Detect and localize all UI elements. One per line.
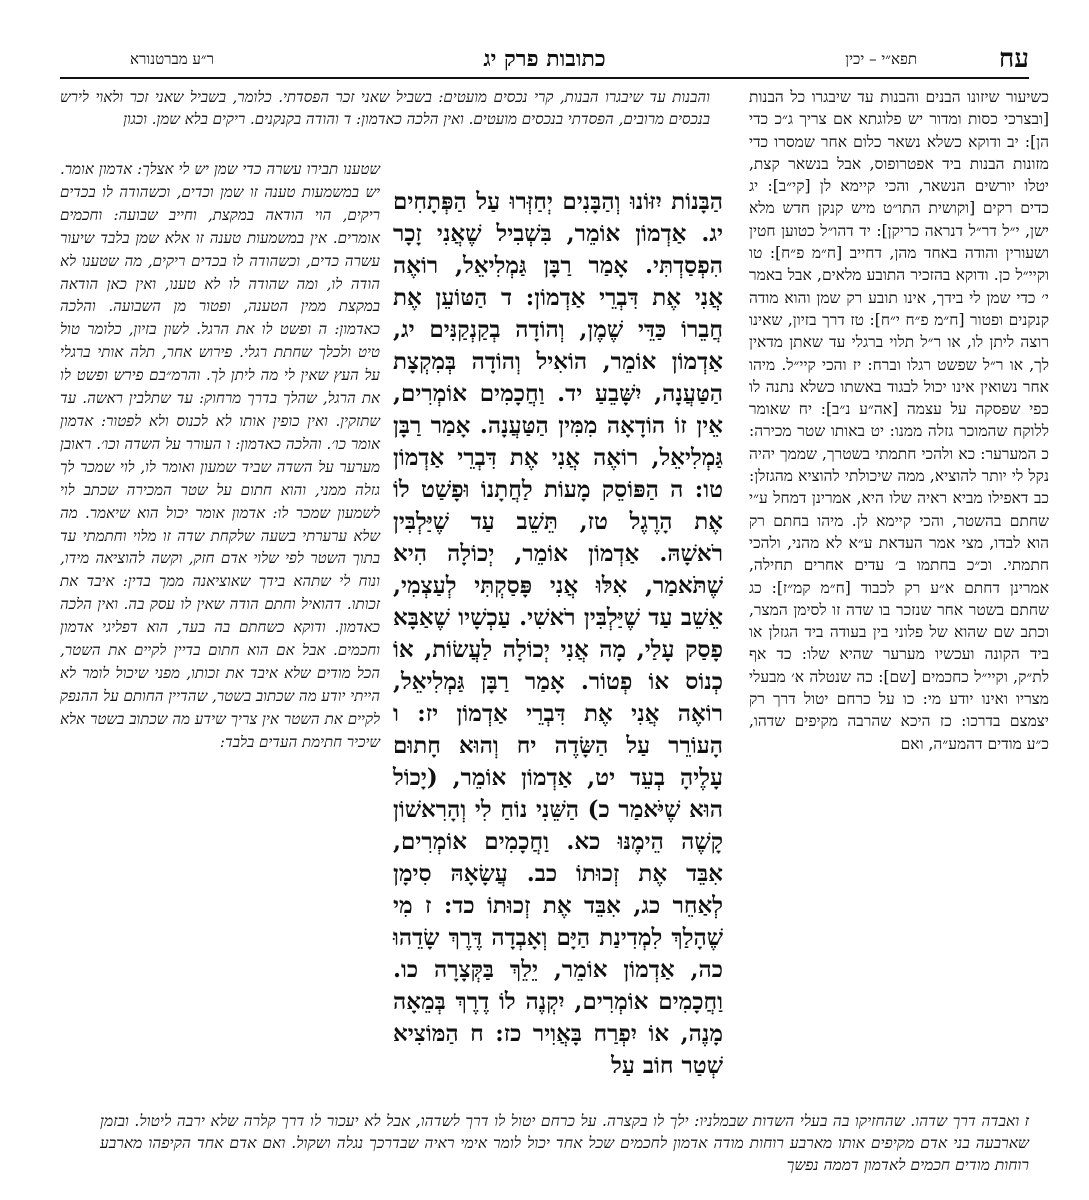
- page-number: עח: [998, 44, 1029, 74]
- bartenura-top-text: והבנות עד שיבגרו הבנות, קרי נכסים מועטים: בשביל שאני זכר הפסדתי. כלומר, בשביל שאני זכר ולאוי לירש בנכסים מרובים, הפסדתי בנכסים מועטים. ואין הלכה כאדמון: ד והודה בקנקנים. ריקים בלא שמן. וכגון: [60, 88, 710, 128]
- mishnah-column: [393, 186, 723, 1082]
- tiferet-yisrael-column: [749, 86, 1049, 755]
- page-title: כתובות פרק יג: [483, 46, 606, 72]
- header-commentary: ר״ע מברטנורא: [130, 50, 214, 68]
- header-range: תפא״י – יכין: [845, 50, 917, 68]
- header-rule: [60, 77, 1029, 79]
- page-header: [130, 44, 1029, 78]
- footer-text: ז ואבדה דרך שדהו. שהחזיקו בה בעלי השדות שבמלניו: ילך לו בקצרה. על כרחם יטול לו דרך לשדהו, אבל לא יעכור לו דרך קלרה שלא ירבה ליטול. ובזמן שארבעה בני אדם מקיפים אותו מארבע רוחות מודה אדמון לחכמים שכל אחד יכול לומר אימי ראיה שבדרכך נגלה ושקול. ואם אדם אחד הקיפהו מארבע רוחות מודים חכמים לאדמון דממה נפשך: [100, 1112, 1029, 1174]
- bartenura-text: שטענו תבירו עשרה כדי שמן יש לי אצלך: אדמון אומר. יש במשמעות טענה זו שמן וכדים, וכשהודה לו בכדים ריקים, הוי הודאה במקצת, וחייב שבועה: וחכמים אומרים. אין במשמעות טענה זו אלא שמן בלבד שיעור עשרה כדים, וכשהודה לו בכדים ריקים, מה שטענו לא הודה לו, ומה שהודה לו לא טענו, ואין כאן הודאה במקצת ממין הטענה, ופטור מן השבועה. והלכה כאדמון: ה ופשט לו את הרגל. לשון בזיון, כלומר טול טיט ולכלך שחתת רגלי. פירוש אחר, תלה אותי ברגלי על העץ שאין לי מה ליתן לך. והרמ״בם פירש ופשט לו את הרגל, שהלך בדרך מרחוק: עד שתלבין ראשה. עד שתזקין. ואין כופין אותו לא לכנוס ולא לפטור: אדמון אומר כו׳. והלכה כאדמון: ו העורר על השדה וכו׳. ראובן מערער על השדה שביד שמעון ואומר לו, לוי שמכר לך גזלה ממני, והוא חתום על שטר המכירה שכתב לוי לשמעון שמכר לו: אדמון אומר יכול הוא שיאמר. מה שלא ערערתי בשעה שלקחת שדה זו מלוי וחתמתי עד בתוך השטר לפי שלוי אדם חזק, וקשה להוציאה מידו, ונוח לי שתהא בידך שאוציאנה ממך בדין: איבד את זכותו. דהואיל וחתם הודה שאין לו עסק בה. ואין הלכה כאדמון. ודוקא כשחתם בה בעד, הוא דפליגי אדמון וחכמים. אבל אם הוא חתום בדיין לקיים את השטר, הכל מודים שלא איבד את זכותו, מפני שיכול לומר לא הייתי יודע מה שכתוב בשטר, שהדיין החותם על ההנפק לקיים את השטר אין צריך שידע מה שכתוב בשטר אלא שיכיר חתימת העדים בלבד:: [60, 160, 380, 751]
- bartenura-column: [60, 158, 380, 754]
- bartenura-top-block: [60, 86, 710, 130]
- tiferet-yisrael-text: כשיעור שיזונו הבנים והבנות עד שיבגרו כל הבנות [ובצרכי כסות ומדור יש פלוגתא אם צריך ג״כ כדי הן]: יב ודוקא כשלא נשאר כלום אחר שמסרו כדי מזונות הבנות ביד אפטרופוס, אבל בנשאר קצת, יטלו יורשים הנשאר, והכי קיימא לן [קי״ב]: יג כדים רקים [וקושית התו״ט מיש קנקן חדש מלא ישן, י״ל דר״ל דנראה כריקן]: יד דהו״ל כטוען חטין ושעורין והודה באחד מהן, דחייב [ח״מ פ״ח]: טו וקיי״ל כן. ודוקא בהזכיר התובע מלאים, אבל באמר י׳ כדי שמן לי בידך, אינו תובע רק שמן והוא מודה קנקנים ופטור [ח״מ פ״ח י״ח]: טז דרך בזיון, שאינו רוצה ליתן לו, או ר״ל תלוי ברגלי עד שאתן מדאין לך, או ר״ל שפשט רגלו וברח: יז והכי קיי״ל. מיהו אחר נשואין אינו יכול לבגוד באשתו כשלא נתנה לו כפי שפסקה על עצמה [אה״ע נ״ב]: יח שאומר ללוקח שהמוכר גזלה ממנו: יט באותו שטר מכירה: כ המערער: כא ולהכי חתמתי בשטרך, שממך יהיה נקל לי יותר להוציא, ממה שיכולתי להוציא מהגזלן: כב דאפילו מביא ראיה שלו היא, אמרינן דמחל ע״י שחתם בהשטר, והכי קיימא לן. מיהו בחתם רק הוא לבדו, מצי אמר העדאת ע״א לא מהני, ולהכי חתמתי. וכ״כ בחתמו ב׳ עדים אחרים תחילה, אמרינן דחתם א״ע רק לכבוד [ח״מ קמ״ז]: כג שחתם בשטר אחר שנזכר בו שדה זו לסימן המצר, וכתב שם שהוא של פלוני בין בעודה ביד הגזלן או ביד הקונה ועכשיו מערער שהיא שלו: כד אף לת״ק, וקיי״ל כחכמים [שם]: כה שנטלה א׳ מבעלי מצריו ואינו יודע מי: כו על כרחם יטול דרך רק יצמצם בדרכו: כז היכא שהרבה מקיפים שדהו, כ״ע מודים דהמע״ה, ואם: [749, 88, 1049, 753]
- footer-commentary: [100, 1110, 1029, 1176]
- mishnah-text: הַבָּנוֹת יִזּוֹנוּ וְהַבָּנִים יְחַזְּרוּ עַל הַפְּתָחִים יג. אַדְמוֹן אוֹמֵר, בִּשְׁבִיל שֶׁאֲנִי זָכָר הִפְסַדְתִּי. אָמַר רַבָּן גַּמְלִיאֵל, רוֹאֶה אֲנִי אֶת דִּבְרֵי אַדְמוֹן: ד הַטּוֹעֵן אֶת חֲבֵרוֹ כַּדֵּי שֶׁמֶן, וְהוֹדָה בְקַנְקַנִּים יג, אַדְמוֹן אוֹמֵר, הוֹאִיל וְהוֹדָה בְּמִקְצָת הַטַּעֲנָה, יִשָּׁבֵעַ יד. וַחֲכָמִים אוֹמְרִים, אֵין זוֹ הוֹדָאָה מִמִּין הַטַּעֲנָה. אָמַר רַבָּן גַּמְלִיאֵל, רוֹאֶה אֲנִי אֶת דִּבְרֵי אַדְמוֹן טו: ה הַפּוֹסֵק מָעוֹת לַחֲתָנוֹ וּפָשַׁט לוֹ אֶת הָרֶגֶל טז, תֵּשֵׁב עַד שֶׁיַּלְבִּין רֹאשָׁהּ. אַדְמוֹן אוֹמֵר, יְכוֹלָה הִיא שֶׁתֹּאמַר, אִלּוּ אֲנִי פָּסַקְתִּי לְעַצְמִי, אֵשֵׁב עַד שֶׁיַּלְבִּין רֹאשִׁי. עַכְשָׁיו שֶׁאַבָּא פָסַק עָלַי, מָה אֲנִי יְכוֹלָה לַעֲשׂוֹת, אוֹ כְנוֹס אוֹ פְטוֹר. אָמַר רַבָּן גַּמְלִיאֵל, רוֹאֶה אֲנִי אֶת דִּבְרֵי אַדְמוֹן יז: ו הָעוֹרֵר עַל הַשָּׂדֶה יח וְהוּא חָתוּם עָלֶיהָ בְעֵד יט, אַדְמוֹן אוֹמֵר, (יָכוֹל הוּא שֶׁיֹּאמַר כ) הַשֵּׁנִי נוֹחַ לִי וְהָרִאשׁוֹן קָשֶׁה הֵימֶנּוּ כא. וַחֲכָמִים אוֹמְרִים, אִבֵּד אֶת זְכוּתוֹ כב. עֲשָׂאָהּ סִימָן לְאַחֵר כג, אִבֵּד אֶת זְכוּתוֹ כד: ז מִי שֶׁהָלַךְ לִמְדִינַת הַיָּם וְאָבְדָה דֶּרֶךְ שָׂדֵהוּ כה, אַדְמוֹן אוֹמֵר, יֵלֵךְ בַּקְּצָרָה כו. וַחֲכָמִים אוֹמְרִים, יִקְנֶה לוֹ דֶרֶךְ בְּמֵאָה מָנֶה, אוֹ יִפְרַח בָּאֲוִיר כז: ח הַמּוֹצִיא שְׁטַר חוֹב עַל: [393, 188, 723, 1079]
